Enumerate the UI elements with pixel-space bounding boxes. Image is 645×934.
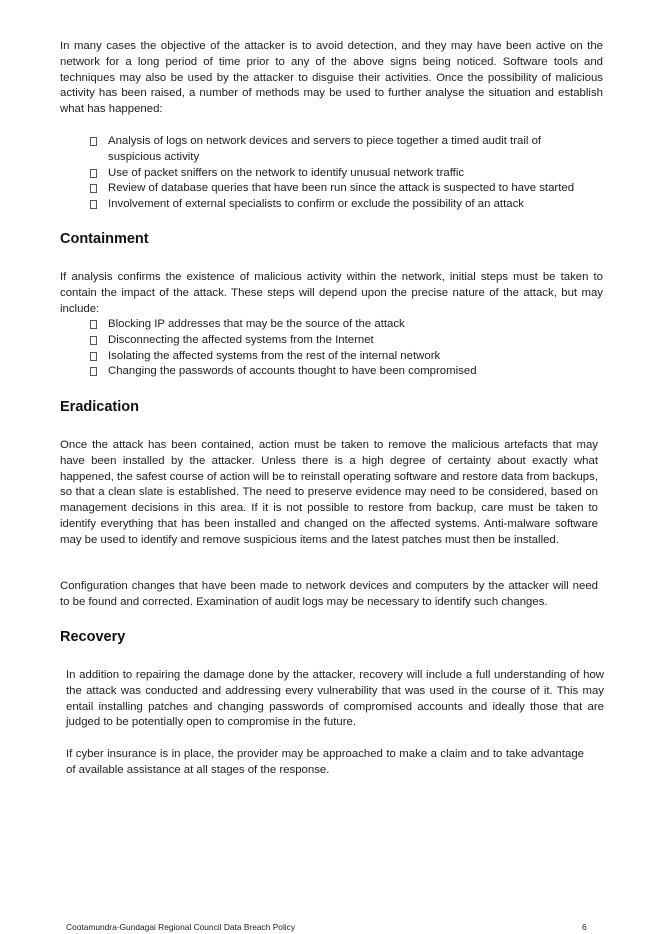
list-item: Involvement of external specialists to confirm or exclude the possibility of an attack [90,197,590,213]
list-item: Changing the passwords of accounts thought to have been compromised [90,364,590,380]
bullet-icon [90,367,97,376]
eradication-heading: Eradication [60,399,139,415]
list-item: Isolating the affected systems from the rest of the internal network [90,349,590,365]
recovery-paragraph-1: In addition to repairing the damage done by the attacker, recovery will include a full understanding of how the attack was conducted and addressing every vulnerability that was used in the course of it. This may entail installing patches and changing passwords of compromised accounts and ideally those that are judged to be potentially open to compromise in the future. [66,669,604,729]
analysis-methods-list [90,134,590,213]
list-item: Analysis of logs on network devices and servers to piece together a timed audit trail of suspicious activity [90,134,590,166]
bullet-icon [90,200,97,209]
list-item: Blocking IP addresses that may be the source of the attack [90,317,590,333]
bullet-icon [90,184,97,193]
bullet-icon [90,336,97,345]
list-item: Disconnecting the affected systems from the Internet [90,333,590,349]
recovery-paragraph-2: If cyber insurance is in place, the provider may be approached to make a claim and to take advantage of available assistance at all stages of the response. [66,748,584,776]
containment-steps-list [90,317,590,380]
list-item: Use of packet sniffers on the network to identify unusual network traffic [90,166,590,182]
containment-heading: Containment [60,231,149,247]
bullet-icon [90,352,97,361]
bullet-icon [90,320,97,329]
bullet-icon [90,137,97,146]
intro-paragraph: In many cases the objective of the attacker is to avoid detection, and they may have been active on the network for a long period of time prior to any of the above signs being noticed. Software tools and techniques may also be used by the attacker to disguise their activities. Once the possibility of malicious activity has been raised, a number of methods may be used to further analyse the situation and establish what has happened: [60,40,603,116]
recovery-heading: Recovery [60,629,126,645]
eradication-paragraph-2: Configuration changes that have been made to network devices and computers by the attacker will need to be found and corrected. Examination of audit logs may be necessary to identify such changes. [60,580,598,608]
bullet-icon [90,169,97,178]
list-item: Review of database queries that have been run since the attack is suspected to have started [90,181,590,197]
footer-document-title: Cootamundra-Gundagai Regional Council Data Breach Policy [66,922,296,932]
footer-page-number: 6 [582,922,587,932]
containment-paragraph: If analysis confirms the existence of malicious activity within the network, initial steps must be taken to contain the impact of the attack. These steps will depend upon the precise nature of the attack, but may include: [60,271,603,315]
eradication-paragraph-1: Once the attack has been contained, action must be taken to remove the malicious artefacts that may have been installed by the attacker. Unless there is a high degree of certainty about exactly what happened, the safest course of action will be to reinstall operating software and restore data from backups, so that a clean slate is established. The need to preserve evidence may need to be considered, based on management decisions in this area. If it is not possible to restore from backup, care must be taken to identify everything that has been installed and changed on the affected systems. Anti-malware software may be used to identify and remove suspicious items and the latest patches must then be installed. [60,439,598,546]
